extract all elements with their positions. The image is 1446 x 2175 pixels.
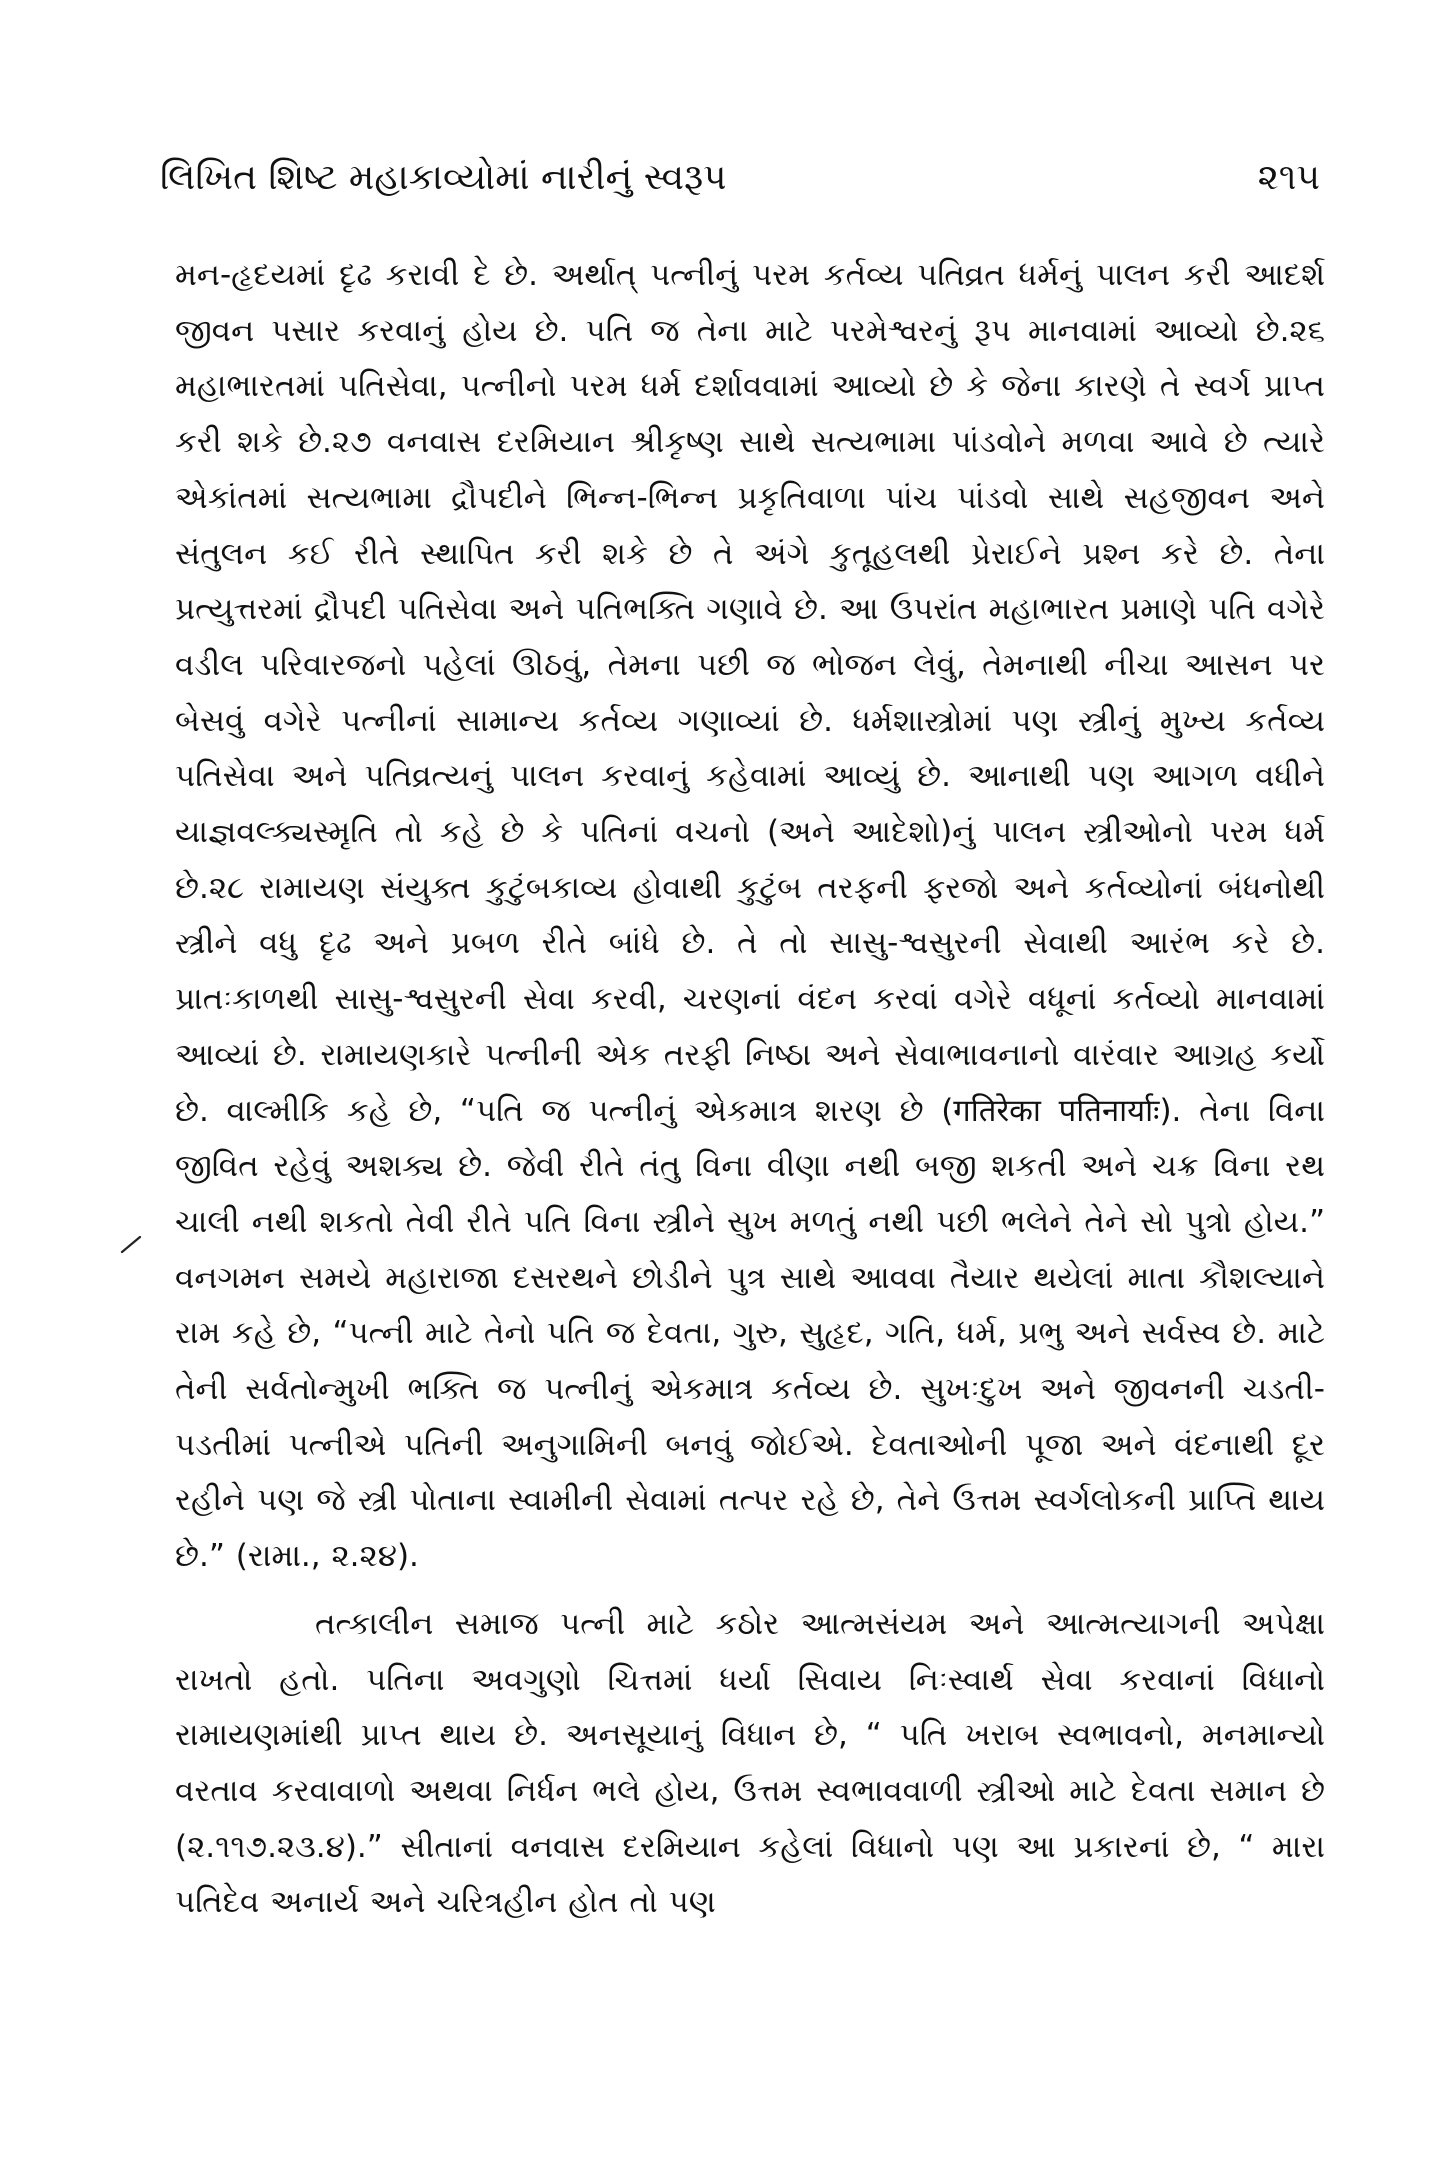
body-text (175, 248, 1325, 1931)
paragraph: તત્કાલીન સમાજ પત્ની માટે કઠોર આત્મસંયમ અને આત્મત્યાગની અપેક્ષા રાખતો હતો. પતિના અવગુણો ચિત્તમાં ધર્યા સિવાય નિઃસ્વાર્થ સેવા કરવાનાં વિધાનો રામાયણમાંથી પ્રાપ્ત થાય છે. અનસૂયાનું વિધાન છે, “ પતિ ખરાબ સ્વભાવનો, મનમાન્યો વરતાવ કરવાવાળો અથવા નિર્ધન ભલે હોય, ઉત્તમ સ્વભાવવાળી સ્ત્રીઓ માટે દેવતા સમાન છે (૨.૧૧૭.૨૩.૪).” સીતાનાં વનવાસ દરમિયાન કહેલાં વિધાનો પણ આ પ્રકારનાં છે, “ મારા પતિદેવ અનાર્ય અને ચરિત્રહીન હોત તો પણ (175, 1605, 1325, 1921)
paragraph: મન-હૃદયમાં દૃઢ કરાવી દે છે. અર્થાત્ પત્નીનું પરમ કર્તવ્ય પતિવ્રત ધર્મનું પાલન કરી આદર્શ જીવન પસાર કરવાનું હોય છે. પતિ જ તેના માટે પરમેશ્વરનું રૂપ માનવામાં આવ્યો છે.૨૬ મહાભારતમાં પતિસેવા, પત્નીનો પરમ ધર્મ દર્શાવવામાં આવ્યો છે કે જેના કારણે તે સ્વર્ગ પ્રાપ્ત કરી શકે છે.૨૭ વનવાસ દરમિયાન શ્રીકૃષ્ણ સાથે સત્યભામા પાંડવોને મળવા આવે છે ત્યારે એકાંતમાં સત્યભામા દ્રૌપદીને ભિન્ન-ભિન્ન પ્રકૃતિવાળા પાંચ પાંડવો સાથે સહજીવન અને સંતુલન કઈ રીતે સ્થાપિત કરી શકે છે તે અંગે કુતૂહલથી પ્રેરાઈને પ્રશ્ન કરે છે. તેના પ્રત્યુત્તરમાં દ્રૌપદી પતિસેવા અને પતિભક્તિ ગણાવે છે. આ ઉપરાંત મહાભારત પ્રમાણે પતિ વગેરે વડીલ પરિવારજનો પહેલાં ઊઠવું, તેમના પછી જ ભોજન લેવું, તેમનાથી નીચા આસન પર બેસવું વગેરે પત્નીનાં સામાન્ય કર્તવ્ય ગણાવ્યાં છે. ધર્મશાસ્ત્રોમાં પણ સ્ત્રીનું મુખ્ય કર્તવ્ય પતિસેવા અને પતિવ્રત્યનું પાલન કરવાનું કહેવામાં આવ્યું છે. આનાથી પણ આગળ વધીને યાજ્ઞવલ્ક્યસ્મૃતિ તો કહે છે કે પતિનાં વચનો (અને આદેશો)નું પાલન સ્ત્રીઓનો પરમ ધર્મ છે.૨૮ રામાયણ સંયુક્ત કુટુંબકાવ્ય હોવાથી કુટુંબ તરફની ફરજો અને કર્તવ્યોનાં બંધનોથી સ્ત્રીને વધુ દૃઢ અને પ્રબળ રીતે બાંધે છે. તે તો સાસુ-શ્વસુરની સેવાથી આરંભ કરે છે. પ્રાતઃકાળથી સાસુ-શ્વસુરની સેવા કરવી, ચરણનાં વંદન કરવાં વગેરે વધૂનાં કર્તવ્યો માનવામાં આવ્યાં છે. રામાયણકારે પત્નીની એક તરફી નિષ્ઠા અને સેવાભાવનાનો વારંવાર આગ્રહ કર્યો છે. વાલ્મીકિ કહે છે, “પતિ જ પત્નીનું એકમાત્ર શરણ છે (गतिरेका पतिनार्याः). તેના વિના જીવિત રહેવું અશક્ય છે. જેવી રીતે તંતુ વિના વીણા નથી બજી શકતી અને ચક્ર વિના રથ ચાલી નથી શકતો તેવી રીતે પતિ વિના સ્ત્રીને સુખ મળતું નથી પછી ભલેને તેને સો પુત્રો હોય.” વનગમન સમયે મહારાજા દસરથને છોડીને પુત્ર સાથે આવવા તૈયાર થયેલાં માતા કૌશલ્યાને રામ કહે છે, “પત્ની માટે તેનો પતિ જ દેવતા, ગુરુ, સુહૃદ, ગતિ, ધર્મ, પ્રભુ અને સર્વસ્વ છે. માટે તેની સર્વતોન્મુખી ભક્તિ જ પત્નીનું એકમાત્ર કર્તવ્ય છે. સુખઃદુખ અને જીવનની ચડતી-પડતીમાં પત્નીએ પતિની અનુગામિની બનવું જોઈએ. દેવતાઓની પૂજા અને વંદનાથી દૂર રહીને પણ જે સ્ત્રી પોતાના સ્વામીની સેવામાં તત્પર રહે છે, તેને ઉત્તમ સ્વર્ગલોકની પ્રાપ્તિ થાય છે.” (રામા., ૨.૨૪). (175, 257, 1325, 1575)
page-number: ૨૧૫ (1257, 157, 1320, 198)
running-header (160, 148, 1320, 208)
running-title: લિખિત શિષ્ટ મહાકાવ્યોમાં નારીનું સ્વરૂપ (160, 157, 727, 198)
pencil-margin-mark (118, 1228, 148, 1256)
